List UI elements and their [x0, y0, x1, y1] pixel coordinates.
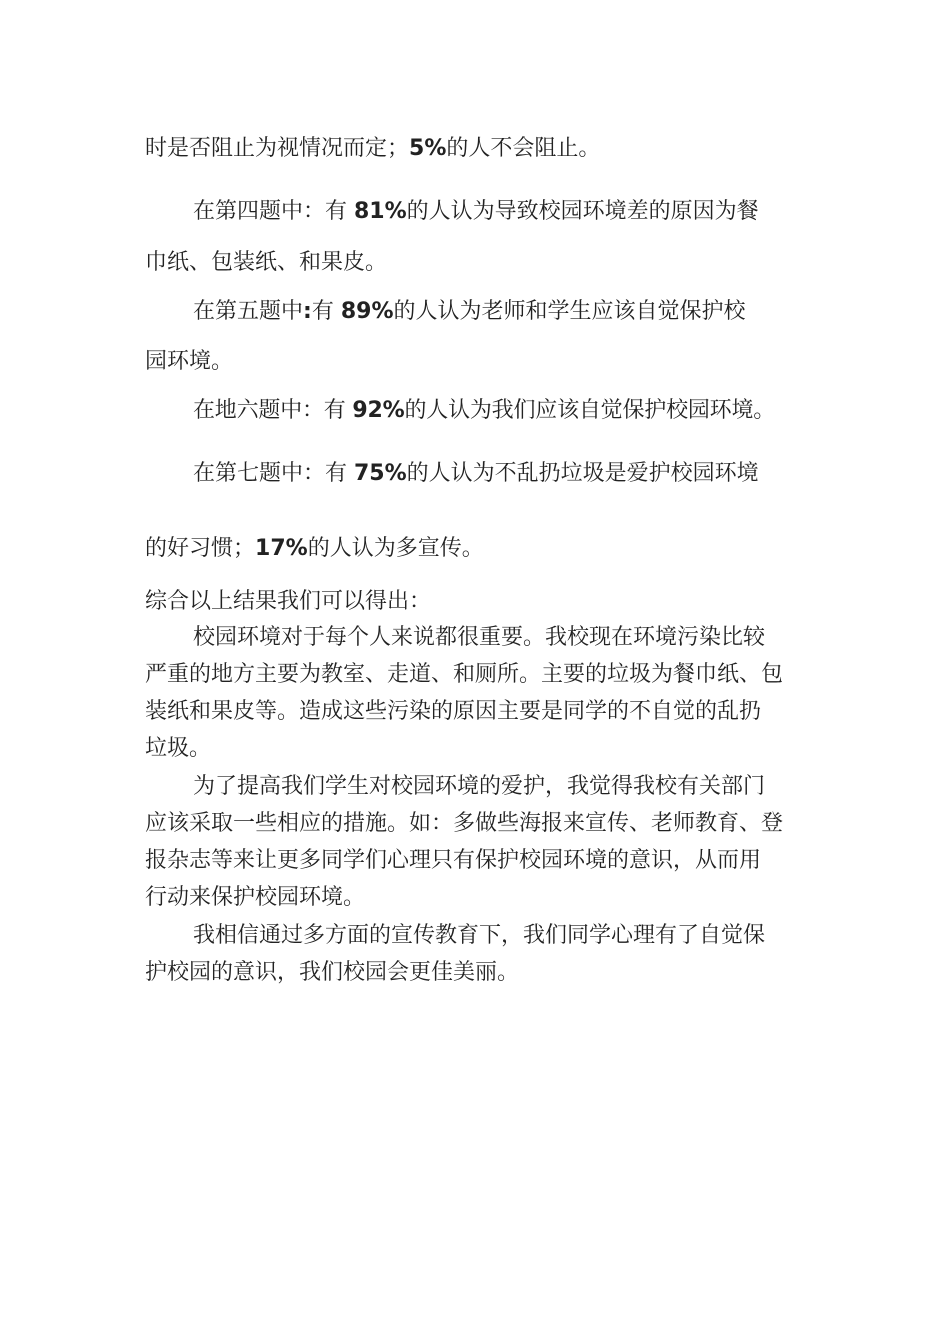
- percentage: 89%: [340, 299, 394, 324]
- paragraph-3-line-2: 护校园的意识，我们校园会更佳美丽。: [145, 960, 520, 985]
- text-segment: 在第七题中：有: [193, 461, 354, 486]
- paragraph-2-line-1: 为了提高我们学生对校园环境的爱护，我觉得我校有关部门: [193, 774, 766, 799]
- survey-line-q3-end: [145, 134, 600, 164]
- paragraph-2-line-2: 应该采取一些相应的措施。如：多做些海报来宣传、老师教育、登: [145, 811, 784, 836]
- text-segment: 的人不会阻止。: [446, 136, 601, 161]
- text-segment: 的人认为我们应该自觉保护校园环境。: [404, 398, 776, 423]
- colon: :: [303, 299, 312, 324]
- survey-line-q4-cont: [145, 248, 387, 278]
- text-segment: 的人认为导致校园环境差的原因为餐: [406, 199, 759, 224]
- text-segment: 的人认为多宣传。: [307, 536, 484, 561]
- text-segment: 在第四题中：有: [193, 199, 354, 224]
- survey-line-q7-cont: [145, 534, 484, 564]
- survey-line-q4: [193, 197, 759, 227]
- percentage: 92%: [352, 398, 405, 423]
- text-segment: 在地六题中：有: [193, 398, 353, 423]
- paragraph-1-line-2: 严重的地方主要为教室、走道、和厕所。主要的垃圾为餐巾纸、包: [145, 662, 784, 687]
- text-segment: 园环境。: [145, 349, 234, 374]
- paragraph-1-line-4: 垃圾。: [145, 736, 212, 761]
- text-segment: 在第五题中: [193, 299, 304, 324]
- paragraph-1-line-1: 校园环境对于每个人来说都很重要。我校现在环境污染比较: [193, 625, 766, 650]
- conclusion-heading: 综合以上结果我们可以得出：: [145, 589, 432, 614]
- paragraph-1-line-3: 装纸和果皮等。造成这些污染的原因主要是同学的不自觉的乱扔: [145, 699, 762, 724]
- percentage: 81%: [354, 199, 407, 224]
- paragraph-3-line-1: 我相信通过多方面的宣传教育下，我们同学心理有了自觉保: [193, 923, 766, 948]
- survey-line-q6: [193, 396, 775, 426]
- survey-line-q5-cont: [145, 347, 233, 377]
- paragraph-2-line-3: 报杂志等来让更多同学们心理只有保护校园环境的意识，从而用: [145, 848, 762, 873]
- text-segment: 的好习惯；: [145, 536, 256, 561]
- percentage: 75%: [354, 461, 407, 486]
- percentage: 5%: [409, 136, 447, 161]
- text-segment: 时是否阻止为视情况而定；: [145, 136, 410, 161]
- paragraph-2-line-4: 行动来保护校园环境。: [145, 885, 366, 910]
- text-segment: 有: [311, 299, 341, 324]
- survey-line-q5: [193, 297, 746, 327]
- survey-line-q7: [193, 459, 759, 489]
- text-segment: 巾纸、包装纸、和果皮。: [145, 250, 388, 275]
- text-segment: 的人认为老师和学生应该自觉保护校: [393, 299, 746, 324]
- text-segment: 的人认为不乱扔垃圾是爱护校园环境: [406, 461, 759, 486]
- percentage: 17%: [255, 536, 308, 561]
